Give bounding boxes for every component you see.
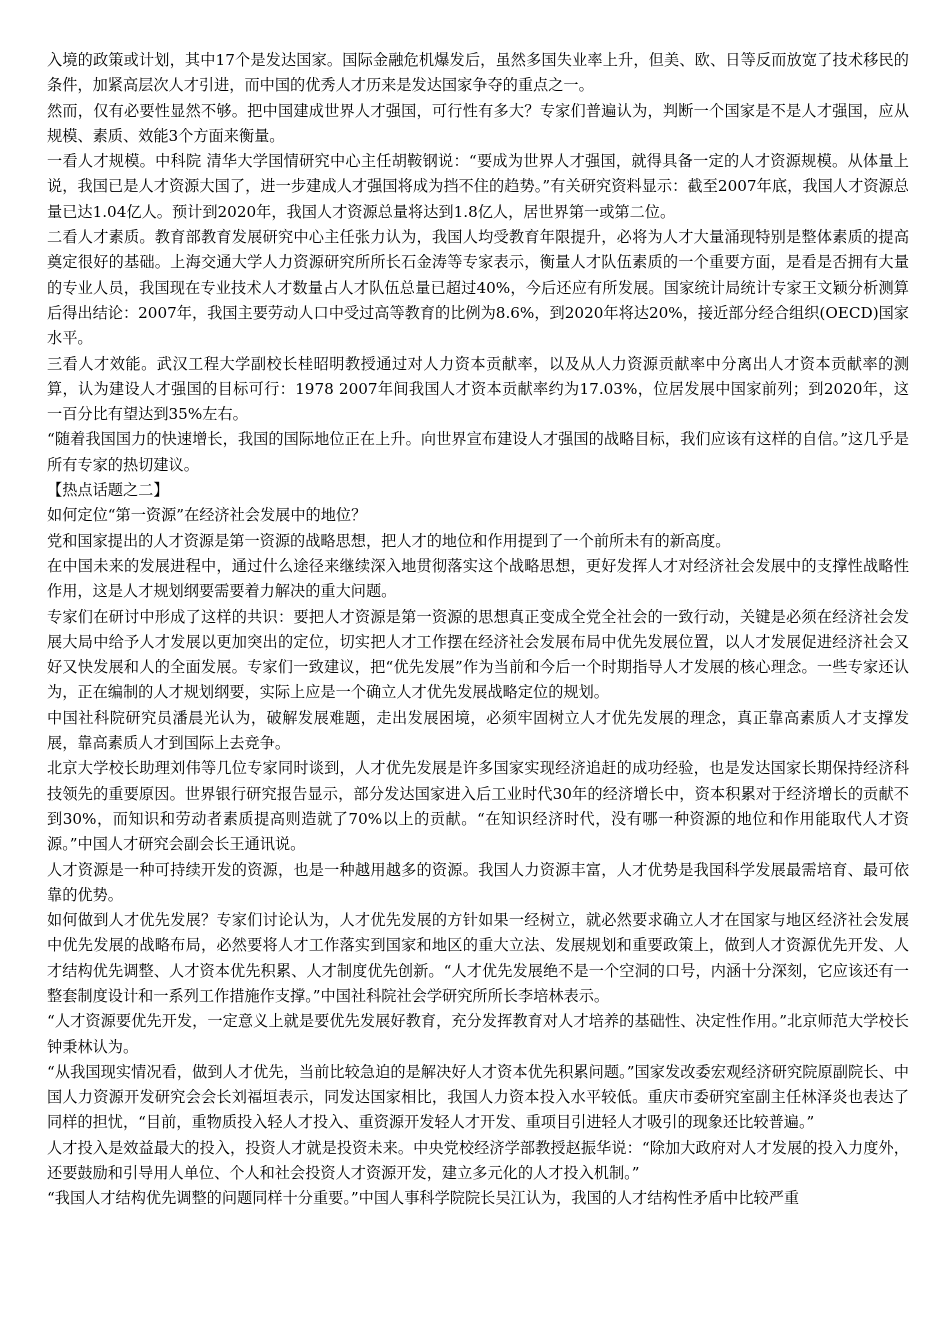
- paragraph-talent-efficiency: 三看人才效能。武汉工程大学副校长桂昭明教授通过对人力资本贡献率，以及从人力资源贡献率中分离出人才资本贡献率的测算，认为建设人才强国的目标可行：1978 2007年间我国人才资本贡献率约为17.03%，位居发展中国家前列；到2020年，这一百分比有望达到35%左右。: [47, 354, 909, 424]
- paragraph-first-resource: 党和国家提出的人才资源是第一资源的战略思想，把人才的地位和作用提到了一个前所未有的新高度。: [47, 531, 731, 550]
- paragraph-liu-fuyuan: “从我国现实情况看，做到人才优先，当前比较急迫的是解决好人才资本优先积累问题。”国家发改委宏观经济研究院原副院长、中国人力资源开发研究会会长刘福垣表示，同发达国家相比，我国人力资本投入水平较低。重庆市委研究室副主任林泽炎也表达了同样的担忧，“目前，重物质投入轻人才投入、重资源开发轻人才开发、重项目引进轻人才吸引的现象还比较普遍。”: [47, 1062, 909, 1132]
- paragraph-zhao-zhenhua: 人才投入是效益最大的投入，投资人才就是投资未来。中央党校经济学部教授赵振华说：“除加大政府对人才发展的投入力度外，还要鼓励和引导用人单位、个人和社会投资人才资源开发，建立多元化的人才投入机制。”: [47, 1138, 909, 1183]
- paragraph-feasibility: 然而，仅有必要性显然不够。把中国建成世界人才强国，可行性有多大？专家们普遍认为，判断一个国家是不是人才强国，应从规模、素质、效能3个方面来衡量。: [47, 101, 909, 145]
- paragraph-talent-quality: 二看人才素质。教育部教育发展研究中心主任张力认为，我国人均受教育年限提升，必将为人才大量涌现特别是整体素质的提高奠定很好的基础。上海交通大学人力资源研究所所长石金涛等专家表示，衡量人才队伍素质的一个重要方面，是看是否拥有大量的专业人员，我国现在专业技术人才数量占人才队伍总量已超过40%，今后还应有所发展。国家统计局统计专家王文颖分析测算后得出结论：2007年，我国主要劳动人口中受过高等教育的比例为8.6%，到2020年将达20%，接近部分经合组织(OECD)国家水平。: [47, 228, 909, 348]
- paragraph-future-development: 在中国未来的发展进程中，通过什么途径来继续深入地贯彻落实这个战略思想，更好发挥人才对经济社会发展中的支撑性战略性作用，这是人才规划纲要需要着力解决的重大问题。: [47, 556, 909, 601]
- paragraph-pan-chenguang: 中国社科院研究员潘晨光认为，破解发展难题，走出发展困境，必须牢固树立人才优先发展的理念，真正靠高素质人才支撑发展，靠高素质人才到国际上去竞争。: [47, 708, 909, 753]
- paragraph-zhong-binglin: “人才资源要优先开发，一定意义上就是要优先发展好教育，充分发挥教育对人才培养的基础性、决定性作用。”北京师范大学校长钟秉林认为。: [47, 1012, 909, 1056]
- paragraph-how-to-prioritize: 如何做到人才优先发展？专家们讨论认为，人才优先发展的方针如果一经树立，就必然要求确立人才在国家与地区经济社会发展中优先发展的战略布局，必然要将人才工作落实到国家和地区的重大立法、发展规划和重要政策上，做到人才资源优先开发、人才结构优先调整、人才资本优先积累、人才制度优先创新。“人才优先发展绝不是一个空洞的口号，内涵十分深刻，它应该还有一整套制度设计和一系列工作措施作支撑。”中国社科院社会学研究所所长李培林表示。: [47, 911, 909, 1005]
- section-heading-hot-topic-2: 【热点话题之二】: [47, 481, 169, 500]
- paragraph-talent-entry-policy: 入境的政策或计划，其中17个是发达国家。国际金融危机爆发后，虽然多国失业率上升，但美、欧、日等反而放宽了技术移民的条件，加紧高层次人才引进，而中国的优秀人才历来是发达国家争夺的重点之一。: [47, 51, 909, 95]
- paragraph-expert-suggestion: “随着我国国力的快速增长，我国的国际地位正在上升。向世界宣布建设人才强国的战略目标，我们应该有这样的自信。”这几乎是所有专家的热切建议。: [47, 430, 909, 474]
- paragraph-talent-scale: 一看人才规模。中科院 清华大学国情研究中心主任胡鞍钢说：“要成为世界人才强国，就得具备一定的人才资源规模。从体量上说，我国已是人才资源大国了，进一步建成人才强国将成为挡不住的趋势。”有关研究资料显示：截至2007年底，我国人才资源总量已达1.04亿人。预计到2020年，我国人才资源总量将达到1.8亿人，居世界第一或第二位。: [47, 152, 909, 221]
- paragraph-wu-jiang: “我国人才结构优先调整的问题同样十分重要。”中国人事科学院院长吴江认为，我国的人才结构性矛盾中比较严重: [47, 1189, 800, 1208]
- paragraph-expert-consensus: 专家们在研讨中形成了这样的共识：要把人才资源是第一资源的思想真正变成全党全社会的一致行动，关键是必须在经济社会发展大局中给予人才发展以更加突出的定位，切实把人才工作摆在经济社会发展布局中优先发展位置，以人才发展促进经济社会又好又快发展和人的全面发展。专家们一致建议，把“优先发展”作为当前和今后一个时期指导人才发展的核心理念。一些专家还认为，正在编制的人才规划纲要，实际上应是一个确立人才优先发展战略定位的规划。: [47, 607, 909, 702]
- document-page: [47, 48, 909, 1212]
- paragraph-sustainable-resource: 人才资源是一种可持续开发的资源，也是一种越用越多的资源。我国人力资源丰富，人才优势是我国科学发展最需培育、最可依靠的优势。: [47, 860, 909, 904]
- paragraph-liu-wei: 北京大学校长助理刘伟等几位专家同时谈到，人才优先发展是许多国家实现经济追赶的成功经验，也是发达国家长期保持经济科技领先的重要原因。世界银行研究报告显示，部分发达国家进入后工业时代30年的经济增长中，资本积累对于经济增长的贡献不到30%，而知识和劳动者素质提高则造就了70%以上的贡献。“在知识经济时代，没有哪一种资源的地位和作用能取代人才资源。”中国人才研究会副会长王通讯说。: [47, 759, 909, 854]
- section-question: 如何定位“第一资源”在经济社会发展中的地位？: [47, 506, 367, 525]
